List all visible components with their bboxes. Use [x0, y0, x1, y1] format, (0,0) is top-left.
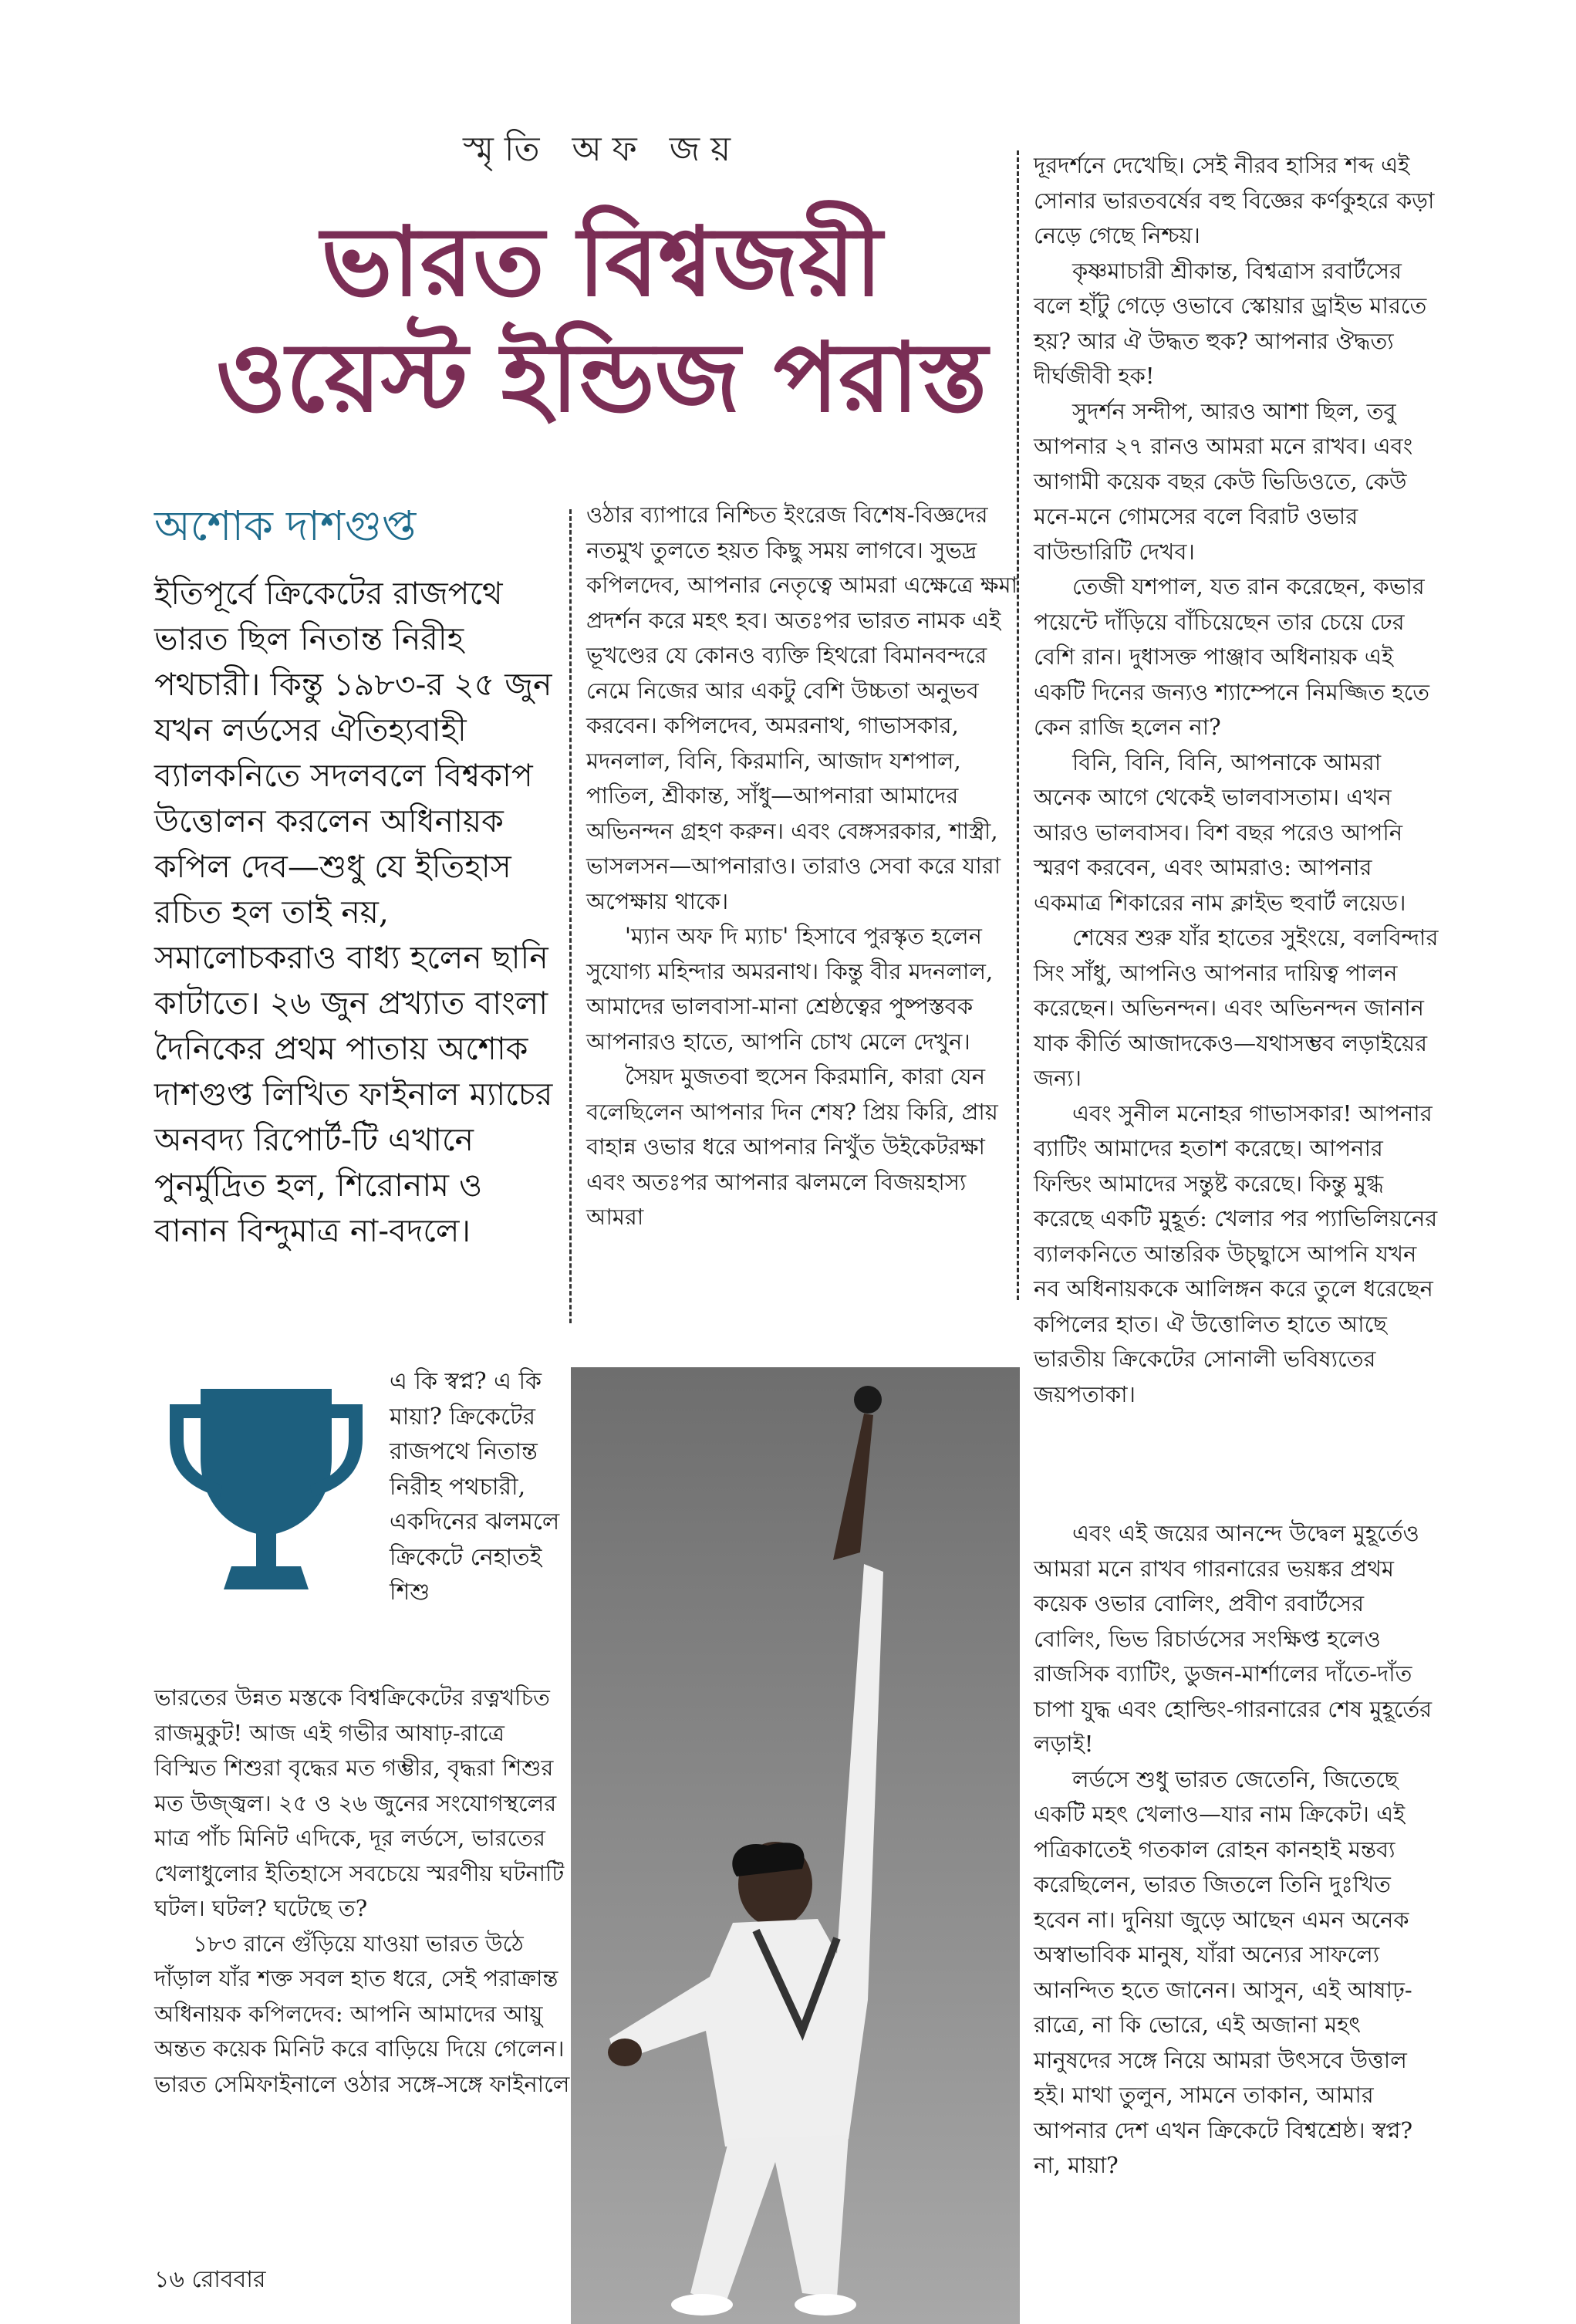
author-byline: অশোক দাশগুপ্ত — [154, 502, 417, 550]
cricket-bowler-photo — [571, 1367, 1020, 2324]
paragraph: বিনি, বিনি, বিনি, আপনাকে আমরা অনেক আগে থেকেই ভালবাসতাম। এখন আরও ভালবাসব। বিশ বছর পরেও আপনি স্মরণ করবেন, এবং আমরাও: আপনার একমাত্র শিকারের নাম ক্লাইভ হুবার্ট লয়েড। — [1034, 748, 1406, 916]
paragraph: 'ম্যান অফ দি ম্যাচ' হিসাবে পুরস্কৃত হলেন সুযোগ্য মহিন্দার অমরনাথ। কিন্তু বীর মদনলাল, আমাদের ভালবাসা-মানা শ্রেষ্ঠত্বের পুষ্পস্তবক আপনারও হাতে, আপনি চোখ মেলে দেখুন। — [586, 923, 994, 1055]
trophy-icon — [154, 1373, 378, 1605]
article-column-2 — [586, 498, 1018, 1235]
article-column-1 — [154, 1681, 571, 2102]
paragraph: লর্ডসে শুধু ভারত জেতেনি, জিতেছে একটি মহৎ খেলাও—যার নাম ক্রিকেট। এই পত্রিকাতেই গতকাল রোহন কানহাই মন্তব্য করেছিলেন, ভারত জিতলে তিনি দুঃখিত হবেন না। দুনিয়া জুড়ে আছেন এমন অনেক অস্বাভাবিক মানুষ, যাঁরা অন্যের সাফল্যে আনন্দিত হতে জানেন। আসুন, এই আষাঢ়-রাত্রে, না কি ভোরে, এই অজানা মহৎ মানুষদের সঙ্গে নিয়ে আমরা উৎসবে উত্তাল হই। মাথা তুলুন, সামনে তাকান, আমার আপনার দেশ এখন ক্রিকেটে বিশ্বশ্রেষ্ঠ। স্বপ্ন? না, মায়া? — [1034, 1765, 1413, 2178]
paragraph: দূরদর্শনে দেখেছি। সেই নীরব হাসির শব্দ এই সোনার ভারতবর্ষের বহু বিজ্ঞের কর্ণকুহরে কড়া নেড়ে গেছে নিশ্চয়। — [1034, 152, 1435, 248]
article-column-3 — [1034, 148, 1439, 1412]
headline-line-1: ভারত বিশ্বজয়ী — [321, 206, 882, 318]
paragraph: শেষের শুরু যাঁর হাতের সুইংয়ে, বলবিন্দার সিং সাঁধু, আপনিও আপনার দায়িত্ব পালন করেছেন। অভিনন্দন। এবং অভিনন্দন জানান যাক কীর্তি আজাদকেও—যথাসম্ভব লড়াইয়ের জন্য। — [1034, 924, 1439, 1091]
paragraph: কৃষ্ণমাচারী শ্রীকান্ত, বিশ্বত্রাস রবার্টসের বলে হাঁটু গেড়ে ওভাবে স্কোয়ার ড্রাইভ মারতে হয়? আর ঐ উদ্ধত হুক? আপনার ঔদ্ধত্য দীর্ঘজীবী হক! — [1034, 257, 1427, 389]
page-folio: ১৬ রোববার — [154, 2266, 266, 2293]
paragraph: ভারতের উন্নত মস্তকে বিশ্বক্রিকেটের রত্নখচিত রাজমুকুট! আজ এই গভীর আষাঢ়-রাত্রে বিস্মিত শিশুরা বৃদ্ধের মত গম্ভীর, বৃদ্ধরা শিশুর মত উজ্জ্বল। ২৫ ও ২৬ জুনের সংযোগস্থলের মাত্র পাঁচ মিনিট এদিকে, দূর লর্ডসে, ভারতের খেলাধুলোর ইতিহাসে সবচেয়ে স্মরণীয় ঘটনাটি ঘটল। ঘটল? ঘটেছে ত? — [154, 1684, 565, 1921]
paragraph: এবং এই জয়ের আনন্দে উদ্বেল মুহূর্তেও আমরা মনে রাখব গারনারের ভয়ঙ্কর প্রথম কয়েক ওভার বোলিং, প্রবীণ রবার্টসের বোলিং, ভিভ রিচার্ডসের সংক্ষিপ্ত হলেও রাজসিক ব্যাটিং, ডুজন-মার্শালের দাঁতে-দাঁত চাপা যুদ্ধ এবং হোল্ডিং-গারনারের শেষ মুহূর্তের লড়াই! — [1034, 1520, 1433, 1757]
paragraph: তেজী যশপাল, যত রান করেছেন, কভার পয়েন্টে দাঁড়িয়ে বাঁচিয়েছেন তার চেয়ে ঢের বেশি রান। দুধাসক্ত পাঞ্জাব অধিনায়ক এই একটি দিনের জন্যও শ্যাম্পেনে নিমজ্জিত হতে কেন রাজি হলেন না? — [1034, 573, 1430, 740]
trophy-wrap-text: এ কি স্বপ্ন? এ কি মায়া? ক্রিকেটের রাজপথে নিতান্ত নিরীহ পথচারী, একদিনের ঝলমলে ক্রিকেটে নেহাতই শিশু — [390, 1368, 560, 1606]
paragraph: এবং সুনীল মনোহর গাভাসকার! আপনার ব্যাটিং আমাদের হতাশ করেছে। আপনার ফিল্ডিং আমাদের সন্তুষ্ট করেছে। কিন্তু মুগ্ধ করেছে একটি মুহূর্ত: খেলার পর প্যাভিলিয়নের ব্যালকনিতে আন্তরিক উচ্ছ্বাসে আপনি যখন নব অধিনায়ককে আলিঙ্গন করে তুলে ধরেছেন কপিলের হাত। ঐ উত্তোলিত হাতে আছে ভারতীয় ক্রিকেটের সোনালী ভবিষ্যতের জয়পতাকা। — [1034, 1100, 1438, 1407]
kicker: স্মৃতি অফ জয় — [463, 130, 742, 169]
column-divider-left — [569, 509, 572, 1323]
paragraph: ১৮৩ রানে গুঁড়িয়ে যাওয়া ভারত উঠে দাঁড়াল যাঁর শক্ত সবল হাত ধরে, সেই পরাক্রান্ত অধিনায়ক কপিলদেব: আপনি আমাদের আয়ু অন্তত কয়েক মিনিট করে বাড়িয়ে দিয়ে গেলেন। ভারত সেমিফাইনালে ওঠার সঙ্গে-সঙ্গে ফাইনালে — [154, 1930, 570, 2097]
headline-line-2: ওয়েস্ট ইন্ডিজ পরাস্ত — [215, 322, 988, 434]
paragraph: সৈয়দ মুজতবা হুসেন কিরমানি, কারা যেন বলেছিলেন আপনার দিন শেষ? প্রিয় কিরি, প্রায় বাহান্ন ওভার ধরে আপনার নিখুঁত উইকেটরক্ষা এবং অতঃপর আপনার ঝলমলে বিজয়হাস্য আমরা — [586, 1063, 998, 1230]
paragraph: সুদর্শন সন্দীপ, আরও আশা ছিল, তবু আপনার ২৭ রানও আমরা মনে রাখব। এবং আগামী কয়েক বছর কেউ ভিডিওতে, কেউ মনে-মনে গোমসের বলে বিরাট ওভার বাউন্ডারিটি দেখব। — [1034, 397, 1413, 565]
paragraph: ওঠার ব্যাপারে নিশ্চিত ইংরেজ বিশেষ-বিজ্ঞদের নতমুখ তুলতে হয়ত কিছু সময় লাগবে। সুভদ্র কপিলদেব, আপনার নেতৃত্বে আমরা এক্ষেত্রে ক্ষমা প্রদর্শন করে মহৎ হব। অতঃপর ভারত নামক এই ভূখণ্ডের যে কোনও ব্যক্তি হিথরো বিমানবন্দরে নেমে নিজের আর একটু বেশি উচ্চতা অনুভব করবেন। কপিলদেব, অমরনাথ, গাভাসকার, মদনলাল, বিনি, কিরমানি, আজাদ যশপাল, পাতিল, শ্রীকান্ত, সাঁধু—আপনারা আমাদের অভিনন্দন গ্রহণ করুন। এবং বেঙ্গসরকার, শাস্ত্রী, ভাসলসন—আপনারাও। তারাও সেবা করে যারা অপেক্ষায় থাকে। — [586, 502, 1017, 914]
article-column-3-continued — [1034, 1516, 1439, 2184]
intro-standfirst: ইতিপূর্বে ক্রিকেটের রাজপথে ভারত ছিল নিতান্ত নিরীহ পথচারী। কিন্তু ১৯৮৩-র ২৫ জুন যখন লর্ডসের ঐতিহ্যবাহী ব্যালকনিতে সদলবলে বিশ্বকাপ উত্তোলন করলেন অধিনায়ক কপিল দেব—শুধু যে ইতিহাস রচিত হল তাই নয়, সমালোচকরাও বাধ্য হলেন ছানি কাটাতে। ২৬ জুন প্রখ্যাত বাংলা দৈনিকের প্রথম পাতায় অশোক দাশগুপ্ত লিখিত ফাইনাল ম্যাচের অনবদ্য রিপোর্ট-টি এখানে পুনর্মুদ্রিত হল, শিরোনাম ও বানান বিন্দুমাত্র না-বদলে। — [154, 575, 553, 1249]
